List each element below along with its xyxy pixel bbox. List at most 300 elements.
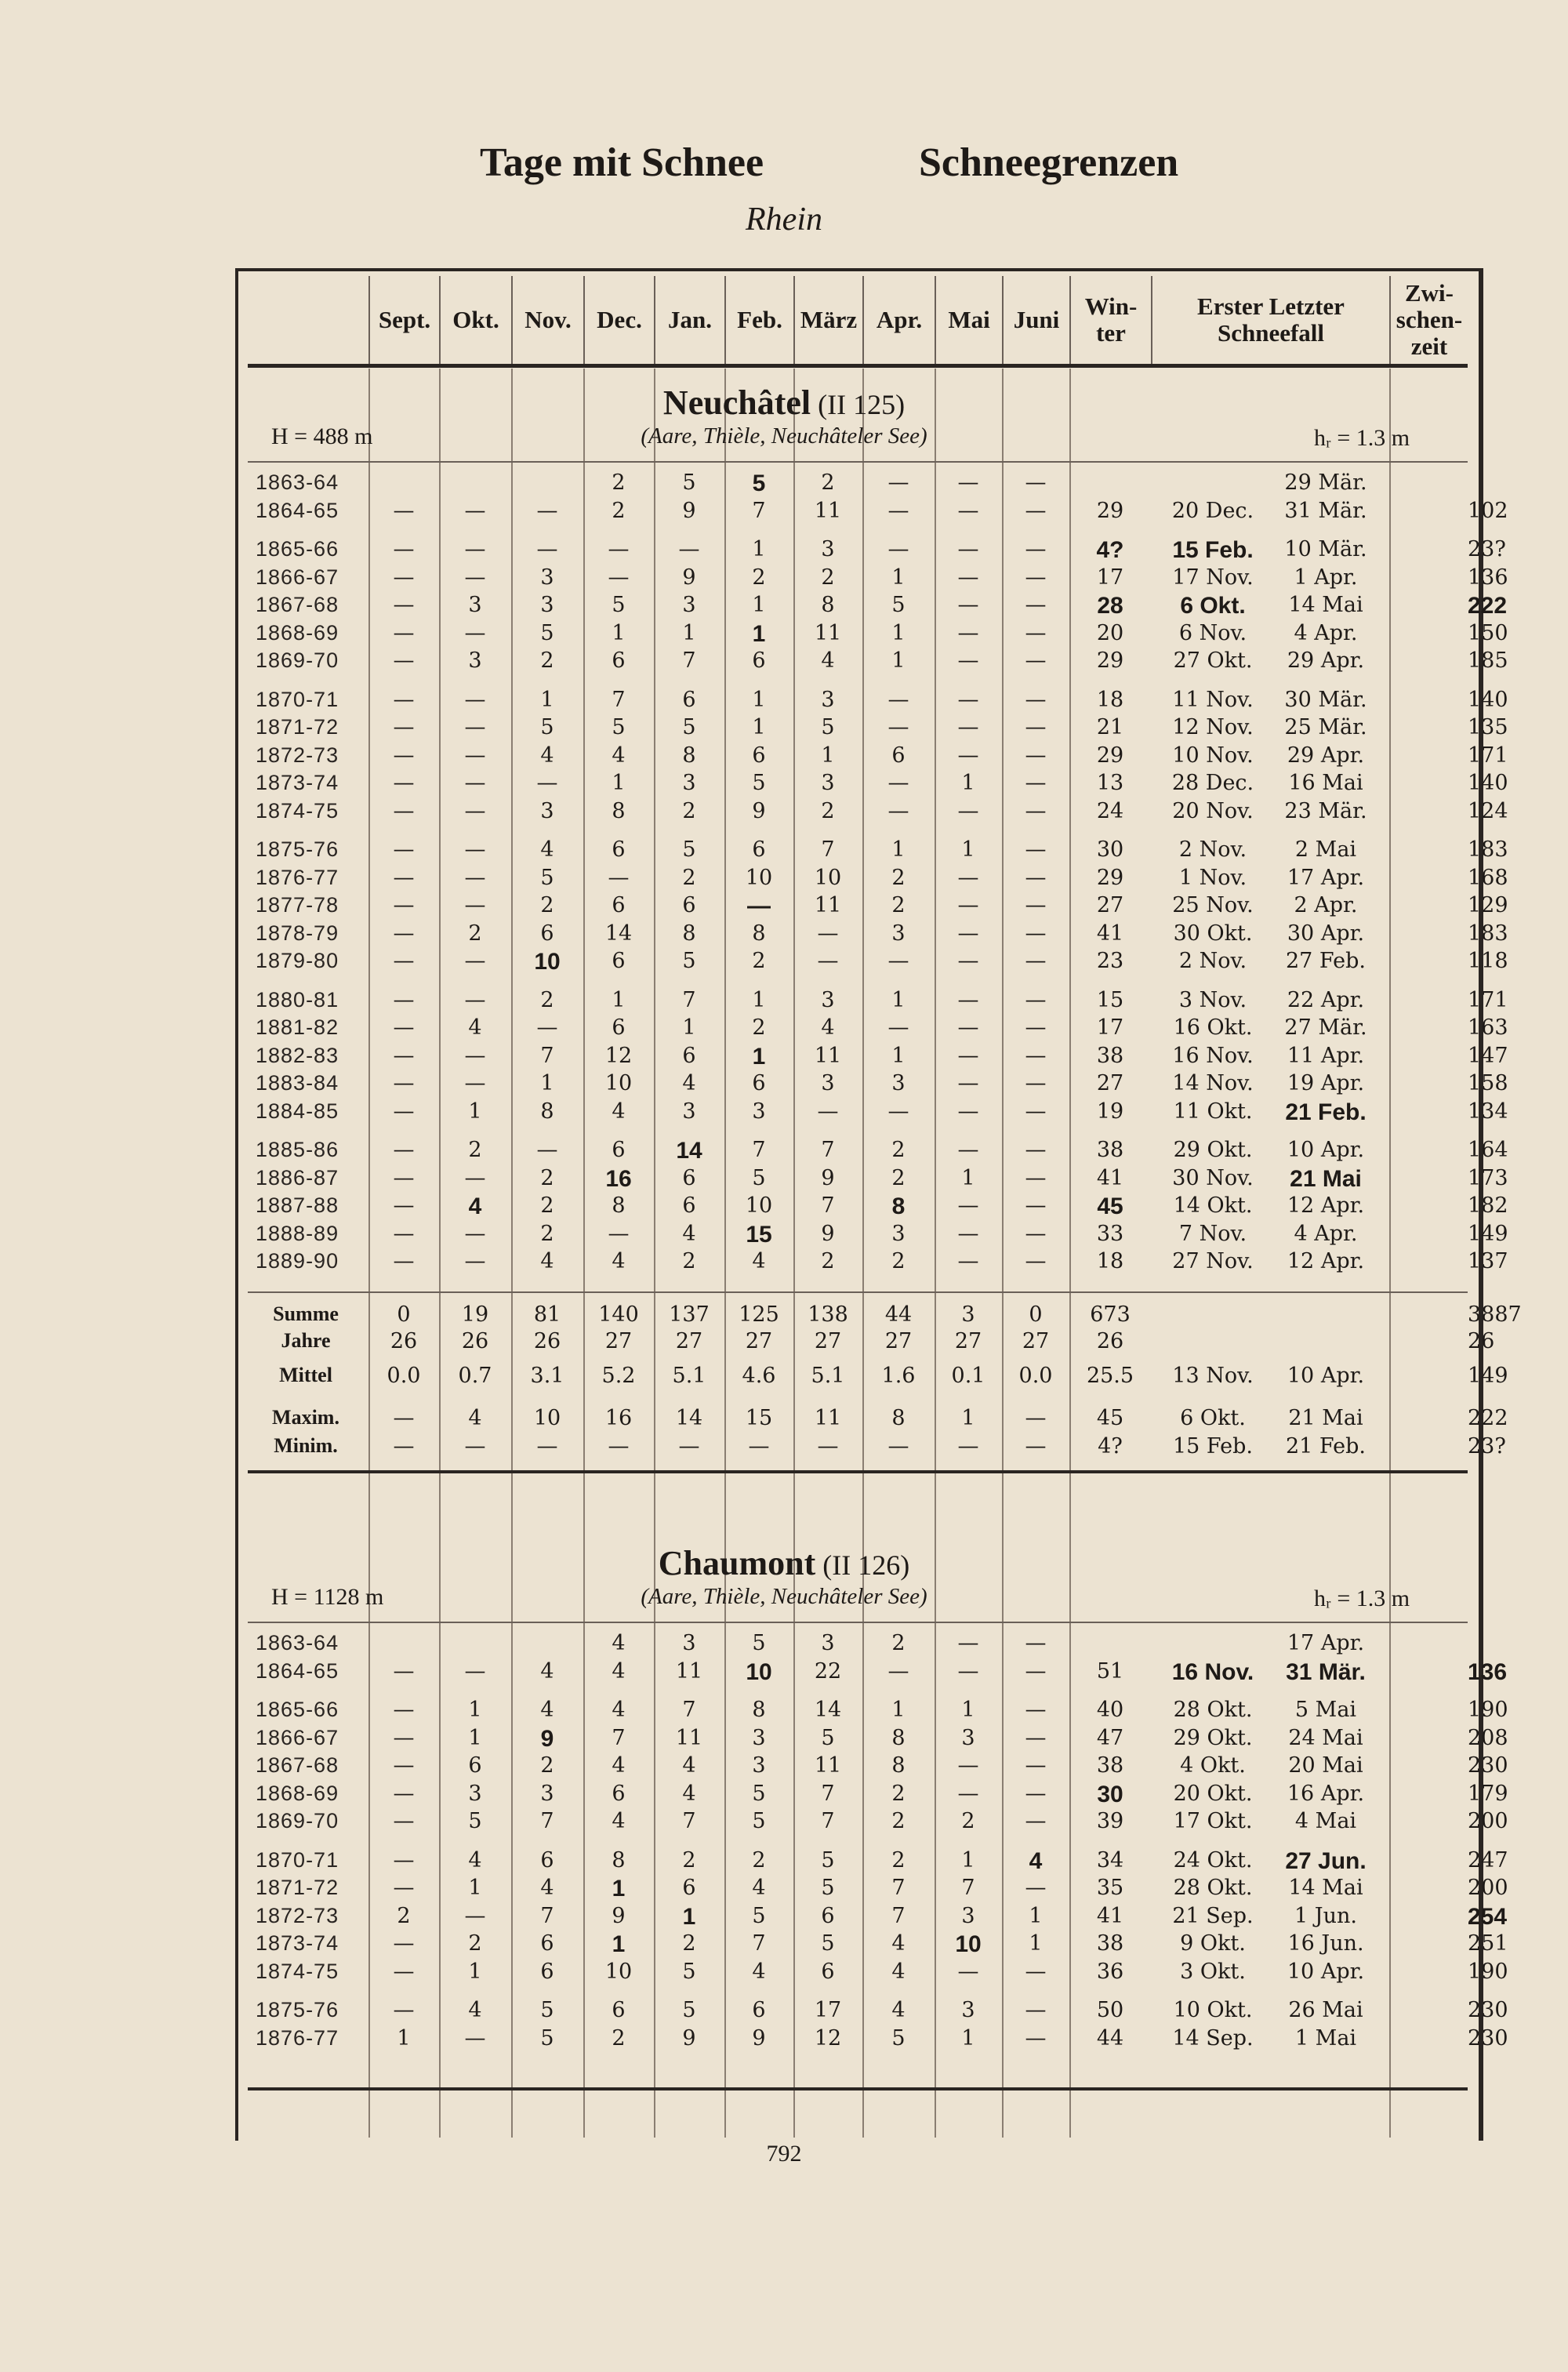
table-cell: —: [957, 1071, 979, 1095]
table-cell: 1: [891, 1043, 906, 1068]
table-cell: 125: [739, 1302, 779, 1327]
table-cell: 21 Mai: [1288, 1405, 1363, 1430]
table-cell: 190: [1468, 1959, 1508, 1984]
table-cell: 38: [1096, 1138, 1124, 1162]
table-cell: 11 Apr.: [1287, 1043, 1365, 1068]
table-cell: 8: [891, 1725, 906, 1750]
table-cell: —: [393, 687, 415, 712]
table-cell: —: [536, 537, 558, 561]
summary-label: Summe: [273, 1302, 339, 1325]
table-cell: —: [957, 743, 979, 768]
column-header: Feb.: [724, 276, 793, 364]
table-cell: 0.0: [387, 1363, 421, 1388]
table-cell: —: [957, 949, 979, 973]
table-cell: —: [464, 771, 486, 795]
table-cell: 3: [682, 1631, 696, 1655]
table-cell: —: [1025, 987, 1047, 1012]
year-label: 1870-71: [256, 1847, 339, 1872]
table-cell: —: [393, 987, 415, 1012]
table-cell: 5: [752, 1903, 766, 1928]
table-cell: —: [1025, 798, 1047, 823]
table-cell: —: [608, 865, 630, 890]
table-cell: 4: [891, 1931, 906, 1956]
table-cell: —: [464, 987, 486, 1012]
year-label: 1867-68: [256, 593, 339, 616]
table-cell: —: [817, 1099, 839, 1124]
table-cell: 14 Okt.: [1173, 1193, 1253, 1218]
table-cell: —: [817, 1433, 839, 1458]
table-cell: 4: [612, 1249, 626, 1273]
table-cell: 149: [1468, 1221, 1508, 1246]
table-cell: 0.1: [951, 1363, 985, 1388]
table-cell: 11: [814, 1405, 842, 1430]
year-label: 1879-80: [256, 949, 339, 972]
row-rule: [248, 461, 1468, 463]
table-cell: —: [887, 1015, 909, 1040]
column-header: Nov.: [511, 276, 583, 364]
table-cell: 41: [1096, 921, 1124, 946]
table-cell: 1: [612, 620, 626, 645]
table-cell: —: [608, 1221, 630, 1246]
table-cell: 9: [540, 1725, 554, 1752]
table-cell: 11: [814, 620, 842, 645]
table-cell: 158: [1468, 1071, 1508, 1095]
table-cell: 5: [891, 2025, 906, 2051]
table-cell: 20 Dec.: [1171, 498, 1254, 523]
table-cell: 137: [669, 1302, 710, 1327]
table-cell: —: [464, 865, 486, 890]
table-cell: —: [957, 1015, 979, 1040]
table-cell: 27: [884, 1328, 913, 1353]
station-code: (II 125): [811, 389, 906, 420]
table-cell: 2 Nov.: [1178, 949, 1247, 973]
table-cell: 6: [752, 648, 766, 673]
table-cell: 1: [1029, 1903, 1043, 1928]
table-cell: 4: [891, 1959, 906, 1984]
table-cell: 140: [1468, 687, 1508, 712]
table-cell: 30 Apr.: [1287, 921, 1365, 946]
table-cell: 29 Okt.: [1173, 1138, 1253, 1162]
table-cell: —: [957, 1959, 979, 1984]
table-cell: 5 Mai: [1294, 1698, 1357, 1722]
table-cell: —: [887, 1433, 909, 1458]
table-cell: 0: [1029, 1302, 1043, 1327]
table-cell: 5: [682, 837, 696, 862]
table-cell: 1: [961, 2025, 975, 2051]
column-header: Erster Letzter Schneefall: [1151, 276, 1389, 364]
table-cell: —: [393, 743, 415, 768]
table-cell: 30 Nov.: [1172, 1165, 1254, 1190]
table-cell: 254: [1468, 1903, 1508, 1930]
table-cell: 15: [746, 1221, 772, 1248]
table-cell: 2: [468, 1931, 482, 1956]
table-cell: 7: [612, 1725, 626, 1750]
table-cell: —: [957, 1781, 979, 1806]
table-cell: 2: [891, 1809, 906, 1833]
table-cell: 2: [612, 470, 626, 495]
table-cell: 6: [752, 1998, 766, 2022]
table-cell: 1: [468, 1876, 482, 1900]
table-cell: 25 Mär.: [1284, 715, 1367, 739]
table-cell: 6: [682, 1043, 696, 1068]
table-cell: 4: [612, 1658, 626, 1684]
table-cell: —: [464, 1221, 486, 1246]
table-cell: 5: [612, 715, 626, 739]
year-label: 1869-70: [256, 1809, 339, 1833]
table-cell: —: [1025, 1809, 1047, 1833]
column-header: Okt.: [439, 276, 511, 364]
year-label: 1872-73: [256, 743, 339, 767]
table-cell: 16 Mai: [1288, 771, 1363, 795]
table-cell: 28 Dec.: [1171, 771, 1254, 795]
table-cell: —: [957, 687, 979, 712]
table-cell: 164: [1468, 1138, 1508, 1162]
year-label: 1880-81: [256, 987, 339, 1012]
table-cell: —: [1025, 1015, 1047, 1040]
table-cell: 27: [745, 1328, 773, 1353]
table-cell: 2: [891, 1631, 906, 1655]
table-cell: 1: [682, 1903, 696, 1930]
table-cell: 10 Apr.: [1287, 1959, 1365, 1984]
table-cell: 81: [533, 1302, 561, 1327]
table-cell: 1 Apr.: [1294, 565, 1358, 590]
table-cell: —: [957, 1753, 979, 1778]
year-label: 1865-66: [256, 537, 339, 561]
table-cell: 27 Jun.: [1285, 1847, 1367, 1874]
table-cell: 10 Mär.: [1284, 537, 1367, 561]
table-cell: 6 Okt.: [1180, 593, 1246, 619]
table-cell: 190: [1468, 1698, 1508, 1722]
table-cell: 2 Apr.: [1294, 893, 1358, 917]
table-cell: 27: [1022, 1328, 1050, 1353]
table-cell: 45: [1097, 1193, 1123, 1219]
table-cell: 3: [891, 1071, 906, 1095]
table-cell: 4 Mai: [1294, 1809, 1357, 1833]
table-cell: —: [957, 715, 979, 739]
table-cell: 14: [604, 921, 633, 946]
table-cell: —: [464, 743, 486, 768]
table-cell: —: [464, 1249, 486, 1273]
table-cell: 4: [821, 1015, 835, 1040]
table-cell: 29: [1096, 648, 1124, 673]
table-cell: —: [1025, 1753, 1047, 1778]
year-label: 1875-76: [256, 837, 339, 861]
table-cell: 27: [814, 1328, 842, 1353]
table-cell: 2: [397, 1903, 411, 1928]
table-cell: 17: [1096, 1015, 1124, 1040]
table-cell: 23: [1096, 949, 1124, 973]
column-header: März: [793, 276, 862, 364]
table-cell: —: [393, 1193, 415, 1218]
table-cell: 200: [1468, 1809, 1508, 1833]
station-name: [0, 383, 1568, 423]
table-cell: 3: [468, 648, 482, 673]
table-cell: 7: [961, 1876, 975, 1900]
table-cell: 29: [1096, 743, 1124, 768]
table-cell: —: [464, 837, 486, 862]
table-cell: —: [464, 620, 486, 645]
table-cell: —: [536, 1433, 558, 1458]
table-cell: 27: [675, 1328, 703, 1353]
table-cell: 5: [540, 620, 554, 645]
table-cell: —: [393, 1433, 415, 1458]
table-cell: 6: [752, 1071, 766, 1095]
table-cell: 7: [682, 987, 696, 1012]
table-cell: 2: [752, 1015, 766, 1040]
table-cell: 8: [891, 1753, 906, 1778]
table-cell: 38: [1096, 1753, 1124, 1778]
table-cell: 7: [891, 1876, 906, 1900]
table-cell: 149: [1468, 1363, 1508, 1388]
table-cell: 1: [891, 620, 906, 645]
table-cell: 4: [612, 1698, 626, 1722]
year-label: 1863-64: [256, 1631, 339, 1655]
table-cell: 31 Mär.: [1286, 1658, 1366, 1685]
table-cell: 5: [682, 949, 696, 973]
row-rule: [248, 1622, 1468, 1623]
table-cell: 3: [540, 1781, 554, 1806]
table-cell: 5: [821, 1847, 835, 1873]
table-cell: 136: [1468, 1658, 1508, 1685]
table-cell: —: [957, 987, 979, 1012]
table-cell: 9: [752, 798, 766, 823]
table-cell: —: [464, 565, 486, 590]
table-cell: 1: [891, 648, 906, 673]
page-title: [0, 140, 1568, 187]
table-cell: —: [393, 565, 415, 590]
table-cell: 4?: [1098, 1433, 1123, 1458]
table-cell: —: [887, 537, 909, 561]
table-cell: —: [393, 1221, 415, 1246]
table-cell: 27: [1096, 893, 1124, 917]
table-cell: 1: [468, 1725, 482, 1750]
table-cell: 1: [612, 1876, 626, 1902]
table-cell: 5: [540, 715, 554, 739]
table-cell: 21 Feb.: [1285, 1433, 1367, 1458]
table-cell: 3887: [1468, 1302, 1522, 1327]
table-cell: 4.6: [742, 1363, 776, 1388]
table-cell: 38: [1096, 1931, 1124, 1956]
table-cell: —: [393, 1809, 415, 1833]
table-cell: 38: [1096, 1043, 1124, 1068]
table-cell: —: [464, 715, 486, 739]
table-cell: —: [393, 893, 415, 917]
table-cell: —: [887, 1099, 909, 1124]
table-cell: 4: [612, 1809, 626, 1833]
table-cell: 5: [540, 2025, 554, 2051]
table-cell: 4 Apr.: [1294, 620, 1358, 645]
table-cell: —: [393, 949, 415, 973]
station-name: [0, 1543, 1568, 1583]
table-cell: 129: [1468, 893, 1508, 917]
row-rule: [248, 1470, 1468, 1473]
table-cell: —: [887, 687, 909, 712]
table-cell: 5: [682, 470, 696, 495]
table-cell: —: [393, 1099, 415, 1124]
table-cell: 1: [891, 1698, 906, 1722]
table-cell: 118: [1468, 949, 1508, 973]
table-cell: 3: [891, 921, 906, 946]
table-cell: 5: [682, 1998, 696, 2022]
table-cell: —: [393, 865, 415, 890]
table-cell: 14: [814, 1698, 842, 1722]
table-cell: 11: [814, 498, 842, 523]
table-cell: 7: [752, 1138, 766, 1162]
table-cell: 183: [1468, 921, 1508, 946]
year-label: 1863-64: [256, 470, 339, 494]
table-cell: —: [393, 1725, 415, 1750]
table-cell: 12 Apr.: [1287, 1249, 1365, 1273]
column-header: Juni: [1002, 276, 1069, 364]
table-cell: —: [1025, 1165, 1047, 1190]
table-cell: —: [1025, 498, 1047, 523]
table-cell: 44: [1096, 2025, 1124, 2051]
table-cell: 35: [1096, 1876, 1124, 1900]
station-rivers: (Aare, Thièle, Neuchâteler See): [641, 1584, 927, 1609]
table-cell: 1: [891, 987, 906, 1012]
table-cell: 1: [540, 687, 554, 712]
table-cell: 3.1: [530, 1363, 564, 1388]
table-cell: —: [817, 921, 839, 946]
table-cell: —: [393, 1658, 415, 1684]
table-cell: 27 Feb.: [1285, 949, 1367, 973]
table-cell: 6: [612, 949, 626, 973]
column-header: Win- ter: [1069, 276, 1151, 364]
column-header: Zwi- schen- zeit: [1389, 276, 1468, 364]
table-cell: 36: [1096, 1959, 1124, 1984]
table-cell: 2: [612, 498, 626, 523]
table-cell: 34: [1096, 1847, 1124, 1873]
table-cell: 6: [682, 1165, 696, 1190]
table-cell: 9: [682, 565, 696, 590]
table-cell: 1: [612, 1931, 626, 1957]
table-cell: 3: [961, 1998, 975, 2022]
table-cell: 6: [821, 1903, 835, 1928]
table-cell: 8: [540, 1099, 554, 1124]
table-cell: 26: [533, 1328, 561, 1353]
table-cell: 3: [891, 1221, 906, 1246]
table-cell: 1: [752, 987, 766, 1012]
table-cell: 2: [891, 893, 906, 917]
table-cell: —: [887, 715, 909, 739]
table-cell: 9: [682, 2025, 696, 2051]
table-cell: —: [464, 687, 486, 712]
title-snow-days: Tage mit Schnee: [480, 140, 764, 185]
table-cell: —: [393, 1781, 415, 1806]
table-cell: 5: [752, 470, 766, 496]
table-cell: —: [393, 1071, 415, 1095]
table-cell: 12 Nov.: [1172, 715, 1254, 739]
table-cell: 24: [1096, 798, 1124, 823]
table-cell: 4 Okt.: [1180, 1753, 1246, 1778]
table-cell: 4 Apr.: [1294, 1221, 1358, 1246]
table-cell: 17: [814, 1998, 842, 2022]
table-cell: 20: [1096, 620, 1124, 645]
table-cell: 6 Nov.: [1178, 620, 1247, 645]
table-cell: 1: [961, 1847, 975, 1873]
year-label: 1866-67: [256, 565, 339, 589]
table-cell: 1: [540, 1071, 554, 1095]
year-label: 1865-66: [256, 1698, 339, 1721]
table-cell: 4?: [1096, 537, 1124, 563]
table-cell: 6: [752, 743, 766, 768]
table-cell: —: [608, 1433, 630, 1458]
table-cell: —: [464, 1433, 486, 1458]
table-cell: 185: [1468, 648, 1508, 673]
table-cell: 5.1: [811, 1363, 845, 1388]
table-cell: 1: [752, 715, 766, 739]
year-label: 1866-67: [256, 1725, 339, 1749]
table-cell: —: [1025, 1043, 1047, 1068]
table-cell: 8: [612, 1847, 626, 1873]
year-label: 1868-69: [256, 1781, 339, 1805]
table-cell: 1: [682, 620, 696, 645]
table-cell: 2: [682, 1931, 696, 1956]
table-cell: 1: [1029, 1931, 1043, 1956]
table-cell: 27: [604, 1328, 633, 1353]
table-cell: —: [1025, 1405, 1047, 1430]
table-cell: —: [608, 565, 630, 590]
table-cell: 5: [540, 1998, 554, 2022]
table-cell: 6: [540, 1959, 554, 1984]
table-cell: —: [1025, 893, 1047, 917]
table-cell: 1: [821, 743, 835, 768]
table-cell: 26: [1468, 1328, 1495, 1353]
table-cell: 6: [540, 1847, 554, 1873]
table-cell: 6: [540, 1931, 554, 1956]
table-cell: 7: [682, 648, 696, 673]
table-cell: 16 Jun.: [1287, 1931, 1364, 1956]
table-cell: 2: [821, 470, 835, 495]
column-header: Sept.: [368, 276, 439, 364]
table-cell: 4: [468, 1015, 482, 1040]
table-cell: 28: [1097, 593, 1123, 619]
table-cell: 14: [675, 1405, 703, 1430]
table-cell: —: [1025, 1249, 1047, 1273]
table-cell: 24 Okt.: [1173, 1847, 1253, 1873]
table-cell: —: [1025, 1193, 1047, 1218]
year-label: 1877-78: [256, 893, 339, 917]
table-cell: 16: [605, 1165, 632, 1192]
table-cell: 1: [682, 1015, 696, 1040]
table-cell: 8: [821, 593, 835, 617]
table-cell: 2: [612, 2025, 626, 2051]
table-cell: —: [678, 1433, 700, 1458]
table-cell: 11: [814, 893, 842, 917]
table-cell: —: [1025, 743, 1047, 768]
table-cell: —: [393, 537, 415, 561]
table-cell: 3: [752, 1725, 766, 1750]
table-cell: 2: [468, 921, 482, 946]
table-cell: —: [393, 620, 415, 645]
year-label: 1876-77: [256, 2025, 339, 2050]
table-cell: 26: [461, 1328, 489, 1353]
table-cell: 3: [752, 1099, 766, 1124]
station-hr: hᵣ = 1.3 m: [1314, 1586, 1410, 1611]
station-height: H = 488 m: [271, 423, 373, 449]
table-cell: —: [957, 865, 979, 890]
year-label: 1875-76: [256, 1998, 339, 2021]
table-cell: —: [393, 837, 415, 862]
table-cell: 135: [1468, 715, 1508, 739]
table-cell: 7: [682, 1698, 696, 1722]
table-cell: —: [393, 1847, 415, 1873]
year-label: 1888-89: [256, 1221, 339, 1245]
table-cell: 10 Okt.: [1173, 1998, 1253, 2022]
table-cell: 136: [1468, 565, 1508, 590]
table-cell: 31 Mär.: [1284, 498, 1367, 523]
table-cell: 4: [540, 1249, 554, 1273]
